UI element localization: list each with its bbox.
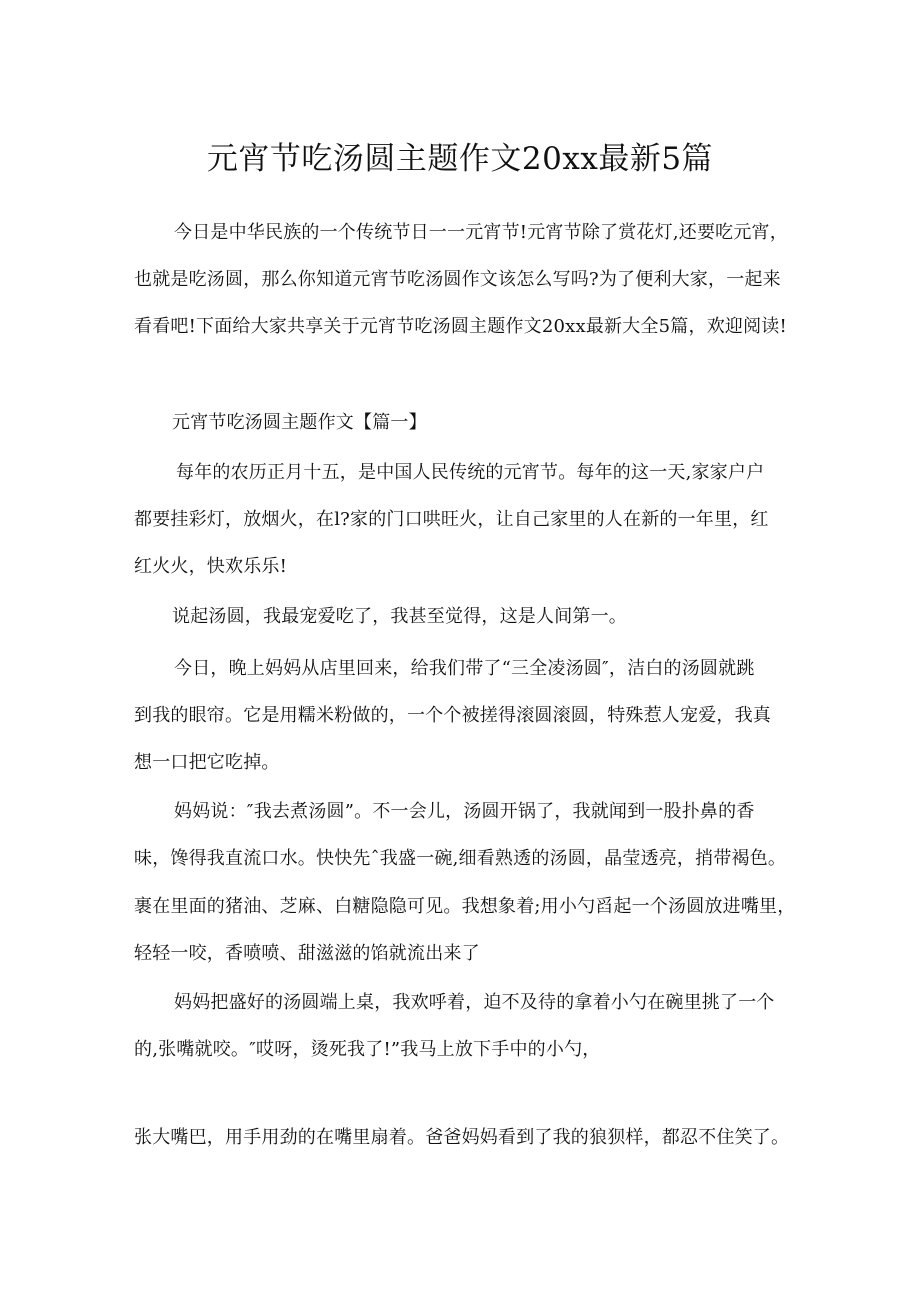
intro-line-1: 今日是中华民族的一个传统节日一一元宵节!元宵节除了赏花灯,还要吃元宵， (174, 222, 788, 243)
paragraph1-line-3: 红火火，快欢乐乐! (134, 556, 288, 577)
page-title: 元宵节吃汤圆主题作文20xx最新5篇 (206, 141, 714, 177)
paragraph1-line-1: 每年的农历正月十五，是中国人民传统的元宵节。每年的这一天,家家户户 (176, 462, 765, 483)
paragraph3-line-2: 到我的眼帘。它是用糯米粉做的，一个个被搓得滚圆滚圆，特殊惹人宠爱，我真 (134, 705, 771, 726)
paragraph3-line-1: 今日，晚上妈妈从店里回来，给我们带了“三全凌汤圆″，洁白的汤圆就跳 (174, 658, 755, 679)
intro-line-3: 看看吧!下面给大家共享关于元宵节吃汤圆主题作文20xx最新大全5篇，欢迎阅读! (134, 316, 787, 337)
paragraph2-line-1: 说起汤圆，我最宠爱吃了，我甚至觉得，这是人间第一。 (172, 606, 627, 627)
paragraph6-line-1: 张大嘴巴，用手用劲的在嘴里扇着。爸爸妈妈看到了我的狼狈样，都忍不住笑了。 (134, 1127, 790, 1148)
paragraph4-line-3: 裹在里面的猪油、芝麻、白糖隐隐可见。我想象着;用小勺舀起一个汤圆放进嘴里， (134, 896, 796, 917)
intro-line-2: 也就是吃汤圆，那么你知道元宵节吃汤圆作文该怎么写吗?为了便利大家，一起来 (134, 269, 781, 290)
paragraph4-line-4: 轻轻一咬，香喷喷、甜滋滋的馅就流出来了 (134, 943, 480, 964)
paragraph4-line-2: 味，馋得我直流口水。快快先ˆ我盛一碗,细看熟透的汤圆，晶莹透亮，捎带褐色。 (134, 848, 787, 869)
section-heading: 元宵节吃汤圆主题作文【篇一】 (172, 412, 427, 433)
paragraph5-line-1: 妈妈把盛好的汤圆端上桌，我欢呼着，迫不及待的拿着小勺在碗里挑了一个 (174, 992, 775, 1013)
paragraph5-line-2: 的,张嘴就咬。″哎呀，烫死我了!”我马上放下手中的小勺， (134, 1039, 601, 1060)
paragraph3-line-3: 想一口把它吃掉。 (134, 752, 280, 773)
paragraph4-line-1: 妈妈说：″我去煮汤圆”。不一会儿，汤圆开锅了，我就闻到一股扑鼻的香 (174, 801, 755, 822)
paragraph1-line-2: 都要挂彩灯，放烟火，在l?家的门口哄旺火，让自己家里的人在新的一年里，红 (134, 509, 769, 530)
